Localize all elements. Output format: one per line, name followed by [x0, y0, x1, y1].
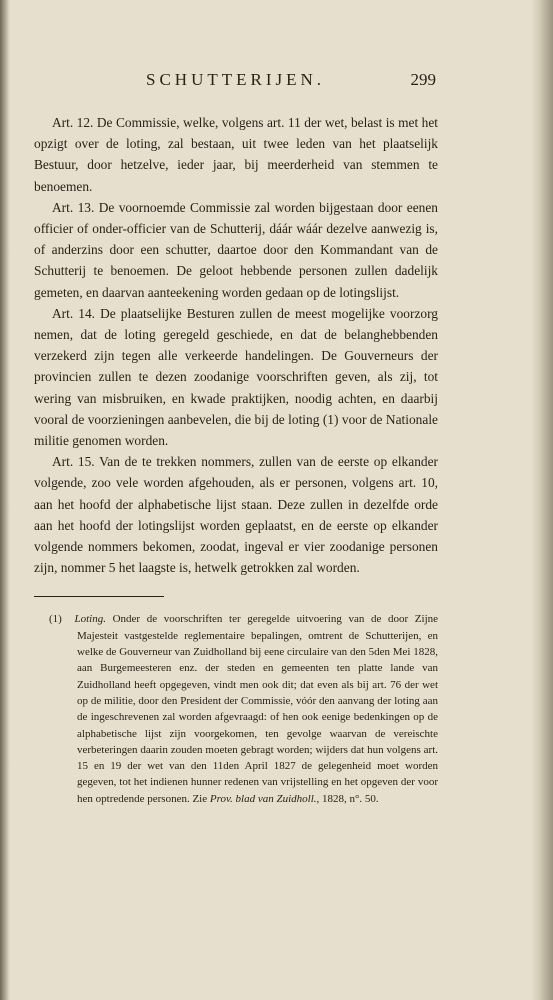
- page-edge-shadow: [531, 0, 553, 1000]
- footnote-citation-tail: , 1828, n°. 50.: [316, 792, 379, 805]
- footnote-text: Onder de voorschriften ter geregelde uitvoering van de door Zijne Majesteit vastgestelde reglementaire bepalingen, omtrent de Schutterijen, en welke de Gouverneur van Zuidholland bij eene circulaire van den 5den Mei 1828, aan Burgemeesteren enz. der steden en gemeenten ten platte lande van Zuidholland heeft opgegeven, vindt men ook dit; dat even als bij art. 76 der wet op de militie, door den President der Commissie, vóór den aanvang der loting aan de ingeschrevenen zal worden afgevraagd: of hen ook eenige bedenkingen op de alphabetische lijst zijn voorgekomen, ten gevolge waarvan de vereischte verbeteringen daarin zouden moeten gebragt worden; wijders dat hun volgens art. 15 en 19 der wet van den 11den April 1827 de gelegenheid moet worden gegeven, tot het indienen hunner redenen van vrijstelling en het opgeven der voor hen optredende personen. Zie: [77, 613, 439, 805]
- article-14: Art. 14. De plaatselijke Besturen zullen de meest mogelijke voorzorg nemen, dat de loting geregeld geschiede, en dat de belanghebbenden verzekerd zijn tegen alle verkeerde handelingen. De Gouverneurs der provincien zullen te dezen zoodanige voorschriften geven, als zij, tot wering van misbruiken, en kwade praktijken, noodig achten, en daarbij vooral de voorzieningen aanbevelen, die bij de loting (1) voor de Nationale militie genomen worden.: [34, 305, 438, 449]
- article-13: Art. 13. De voornoemde Commissie zal worden bijgestaan door eenen officier of onder-officier van de Schutterij, dáár wáár dezelve aanwezig is, of anderzins door een schutter, daartoe door den Kommandant van de Schutterij te benoemen. De geloot hebbende personen zullen dadelijk gemeten, en daarvan aanteekening worden gedaan op de lotingslijst.: [34, 199, 438, 300]
- article-12: Art. 12. De Commissie, welke, volgens art. 11 der wet, belast is met het opzigt over de loting, zal bestaan, uit twee leden van het plaatselijk Bestuur, door hetzelve, ieder jaar, bij meerderheid van stemmen te benoemen.: [34, 115, 438, 194]
- footnote: [49, 611, 438, 807]
- footnote-marker: (1): [49, 613, 62, 626]
- footnote-divider: [34, 596, 164, 597]
- running-title: SCHUTTERIJEN.: [146, 70, 326, 89]
- main-text: [34, 112, 438, 578]
- page-header: [34, 70, 438, 106]
- footnote-lemma: Loting.: [74, 613, 106, 626]
- article-15: Art. 15. Van de te trekken nommers, zullen van de eerste op elkander volgende, zoo vele worden afgehouden, als er personen, volgens art. 10, aan het hoofd der alphabetische lijst staan. Deze zullen in dezelfde orde aan het hoofd der lotingslijst worden geplaatst, en de eerste op elkander volgende nommers bekomen, zoodat, ingeval er vier zoodanige personen zijn, nommer 5 het laagste is, hetwelk getrokken zal worden.: [34, 454, 438, 576]
- book-page: [34, 70, 438, 950]
- footnote-citation: Prov. blad van Zuidholl.: [209, 792, 317, 805]
- book-gutter-shadow: [0, 0, 10, 1000]
- page-number: 299: [410, 70, 436, 89]
